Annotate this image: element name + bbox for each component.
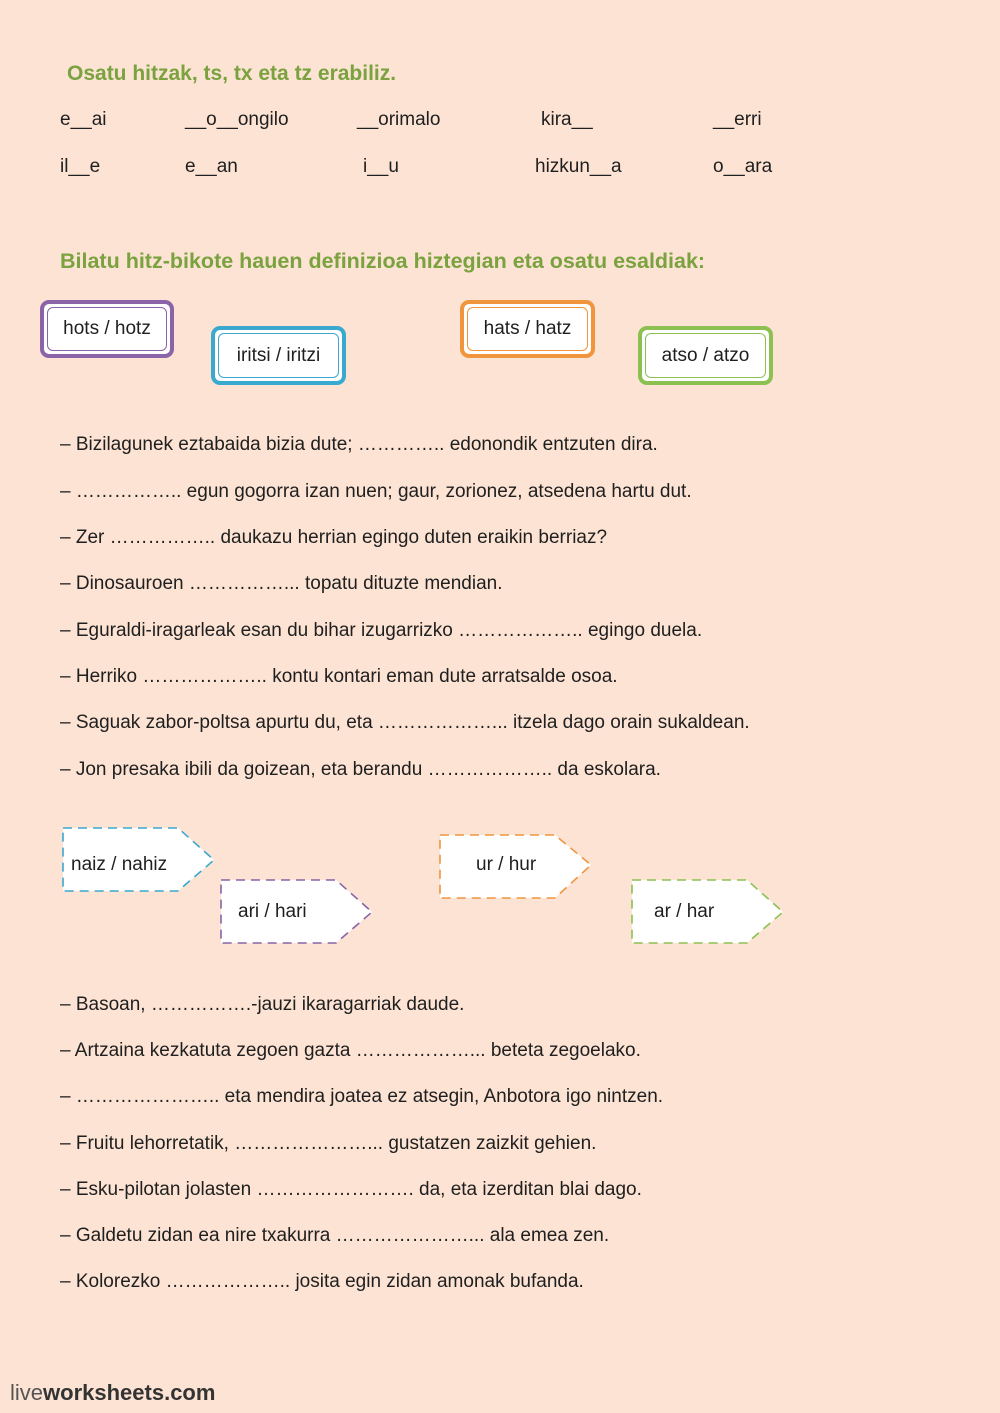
logo-light: live [10, 1380, 44, 1405]
word-pair-box [460, 300, 595, 358]
word-pair-label: ar / har [654, 901, 715, 922]
word-pair-label: naiz / nahiz [71, 854, 168, 875]
word-blank[interactable]: kira__ [541, 109, 593, 130]
word-blank[interactable]: __erri [713, 109, 762, 130]
word-pair-label: iritsi / iritzi [236, 344, 321, 366]
fill-sentence[interactable]: – Dinosauroen ……………... topatu dituzte mendian. [60, 573, 503, 594]
word-blank[interactable]: il__e [60, 156, 101, 177]
word-pair-box [211, 326, 346, 385]
word-blank[interactable]: hizkun__a [535, 156, 622, 177]
word-blank[interactable]: __orimalo [357, 109, 441, 130]
exercise1-title: Osatu hitzak, ts, tx eta tz erabiliz. [67, 62, 397, 85]
fill-sentence[interactable]: – Galdetu zidan ea nire txakurra …………………... ala emea zen. [60, 1225, 610, 1246]
fill-sentence[interactable]: – Zer …………….. daukazu herrian egingo duten eraikin berriaz? [60, 527, 608, 548]
word-pair-label: ur / hur [476, 854, 537, 875]
liveworksheets-logo[interactable] [10, 1380, 215, 1406]
fill-sentence[interactable]: – Bizilagunek eztabaida bizia dute; ………….. edonondik entzuten dira. [60, 434, 658, 455]
fill-sentence[interactable]: – Eguraldi-iragarleak esan du bihar izugarrizko ……………….. egingo duela. [60, 620, 703, 641]
word-pair-label: ari / hari [238, 901, 307, 922]
word-pair-tag [220, 879, 375, 945]
fill-sentence[interactable]: – Kolorezko ……………….. josita egin zidan amonak bufanda. [60, 1271, 584, 1292]
fill-sentence[interactable]: – ………………….. eta mendira joatea ez atsegin, Anbotora igo nintzen. [60, 1086, 664, 1107]
fill-sentence[interactable]: – Jon presaka ibili da goizean, eta berandu ……………….. da eskolara. [60, 759, 661, 780]
fill-sentence[interactable]: – Basoan, …………….-jauzi ikaragarriak daude. [60, 994, 465, 1015]
fill-sentence[interactable]: – Artzaina kezkatuta zegoen gazta ………………... beteta zegoelako. [60, 1040, 641, 1061]
logo-tld: .com [164, 1380, 216, 1405]
word-pair-tag [631, 879, 786, 945]
fill-sentence[interactable]: – Esku-pilotan jolasten ……………………. da, eta izerditan blai dago. [60, 1179, 642, 1200]
word-pair-label: hots / hotz [63, 318, 151, 339]
word-blank[interactable]: e__an [185, 156, 238, 177]
word-blank[interactable]: e__ai [60, 109, 107, 130]
fill-sentence[interactable]: – Saguak zabor-poltsa apurtu du, eta ………………... itzela dago orain sukaldean. [60, 712, 750, 733]
fill-sentence[interactable]: – Herriko ……………….. kontu kontari eman dute arratsalde osoa. [60, 666, 618, 687]
word-pair-box [40, 300, 174, 358]
fill-sentence[interactable]: – …………….. egun gogorra izan nuen; gaur, zorionez, atsedena hartu dut. [60, 481, 692, 502]
word-pair-tag [439, 834, 594, 900]
word-blank[interactable]: i__u [363, 156, 399, 177]
word-pair-box [638, 326, 773, 385]
word-pair-tag [62, 827, 217, 893]
word-pair-label: hats / hatz [483, 318, 572, 339]
word-pair-label: atso / atzo [661, 344, 750, 366]
word-blank[interactable]: __o__ongilo [185, 109, 289, 130]
fill-sentence[interactable]: – Fruitu lehorretatik, …………………... gustatzen zaizkit gehien. [60, 1133, 597, 1154]
exercise2-title: Bilatu hitz-bikote hauen definizioa hiztegian eta osatu esaldiak: [60, 249, 706, 273]
logo-bold: worksheets [43, 1380, 165, 1405]
word-blank[interactable]: o__ara [713, 156, 773, 177]
